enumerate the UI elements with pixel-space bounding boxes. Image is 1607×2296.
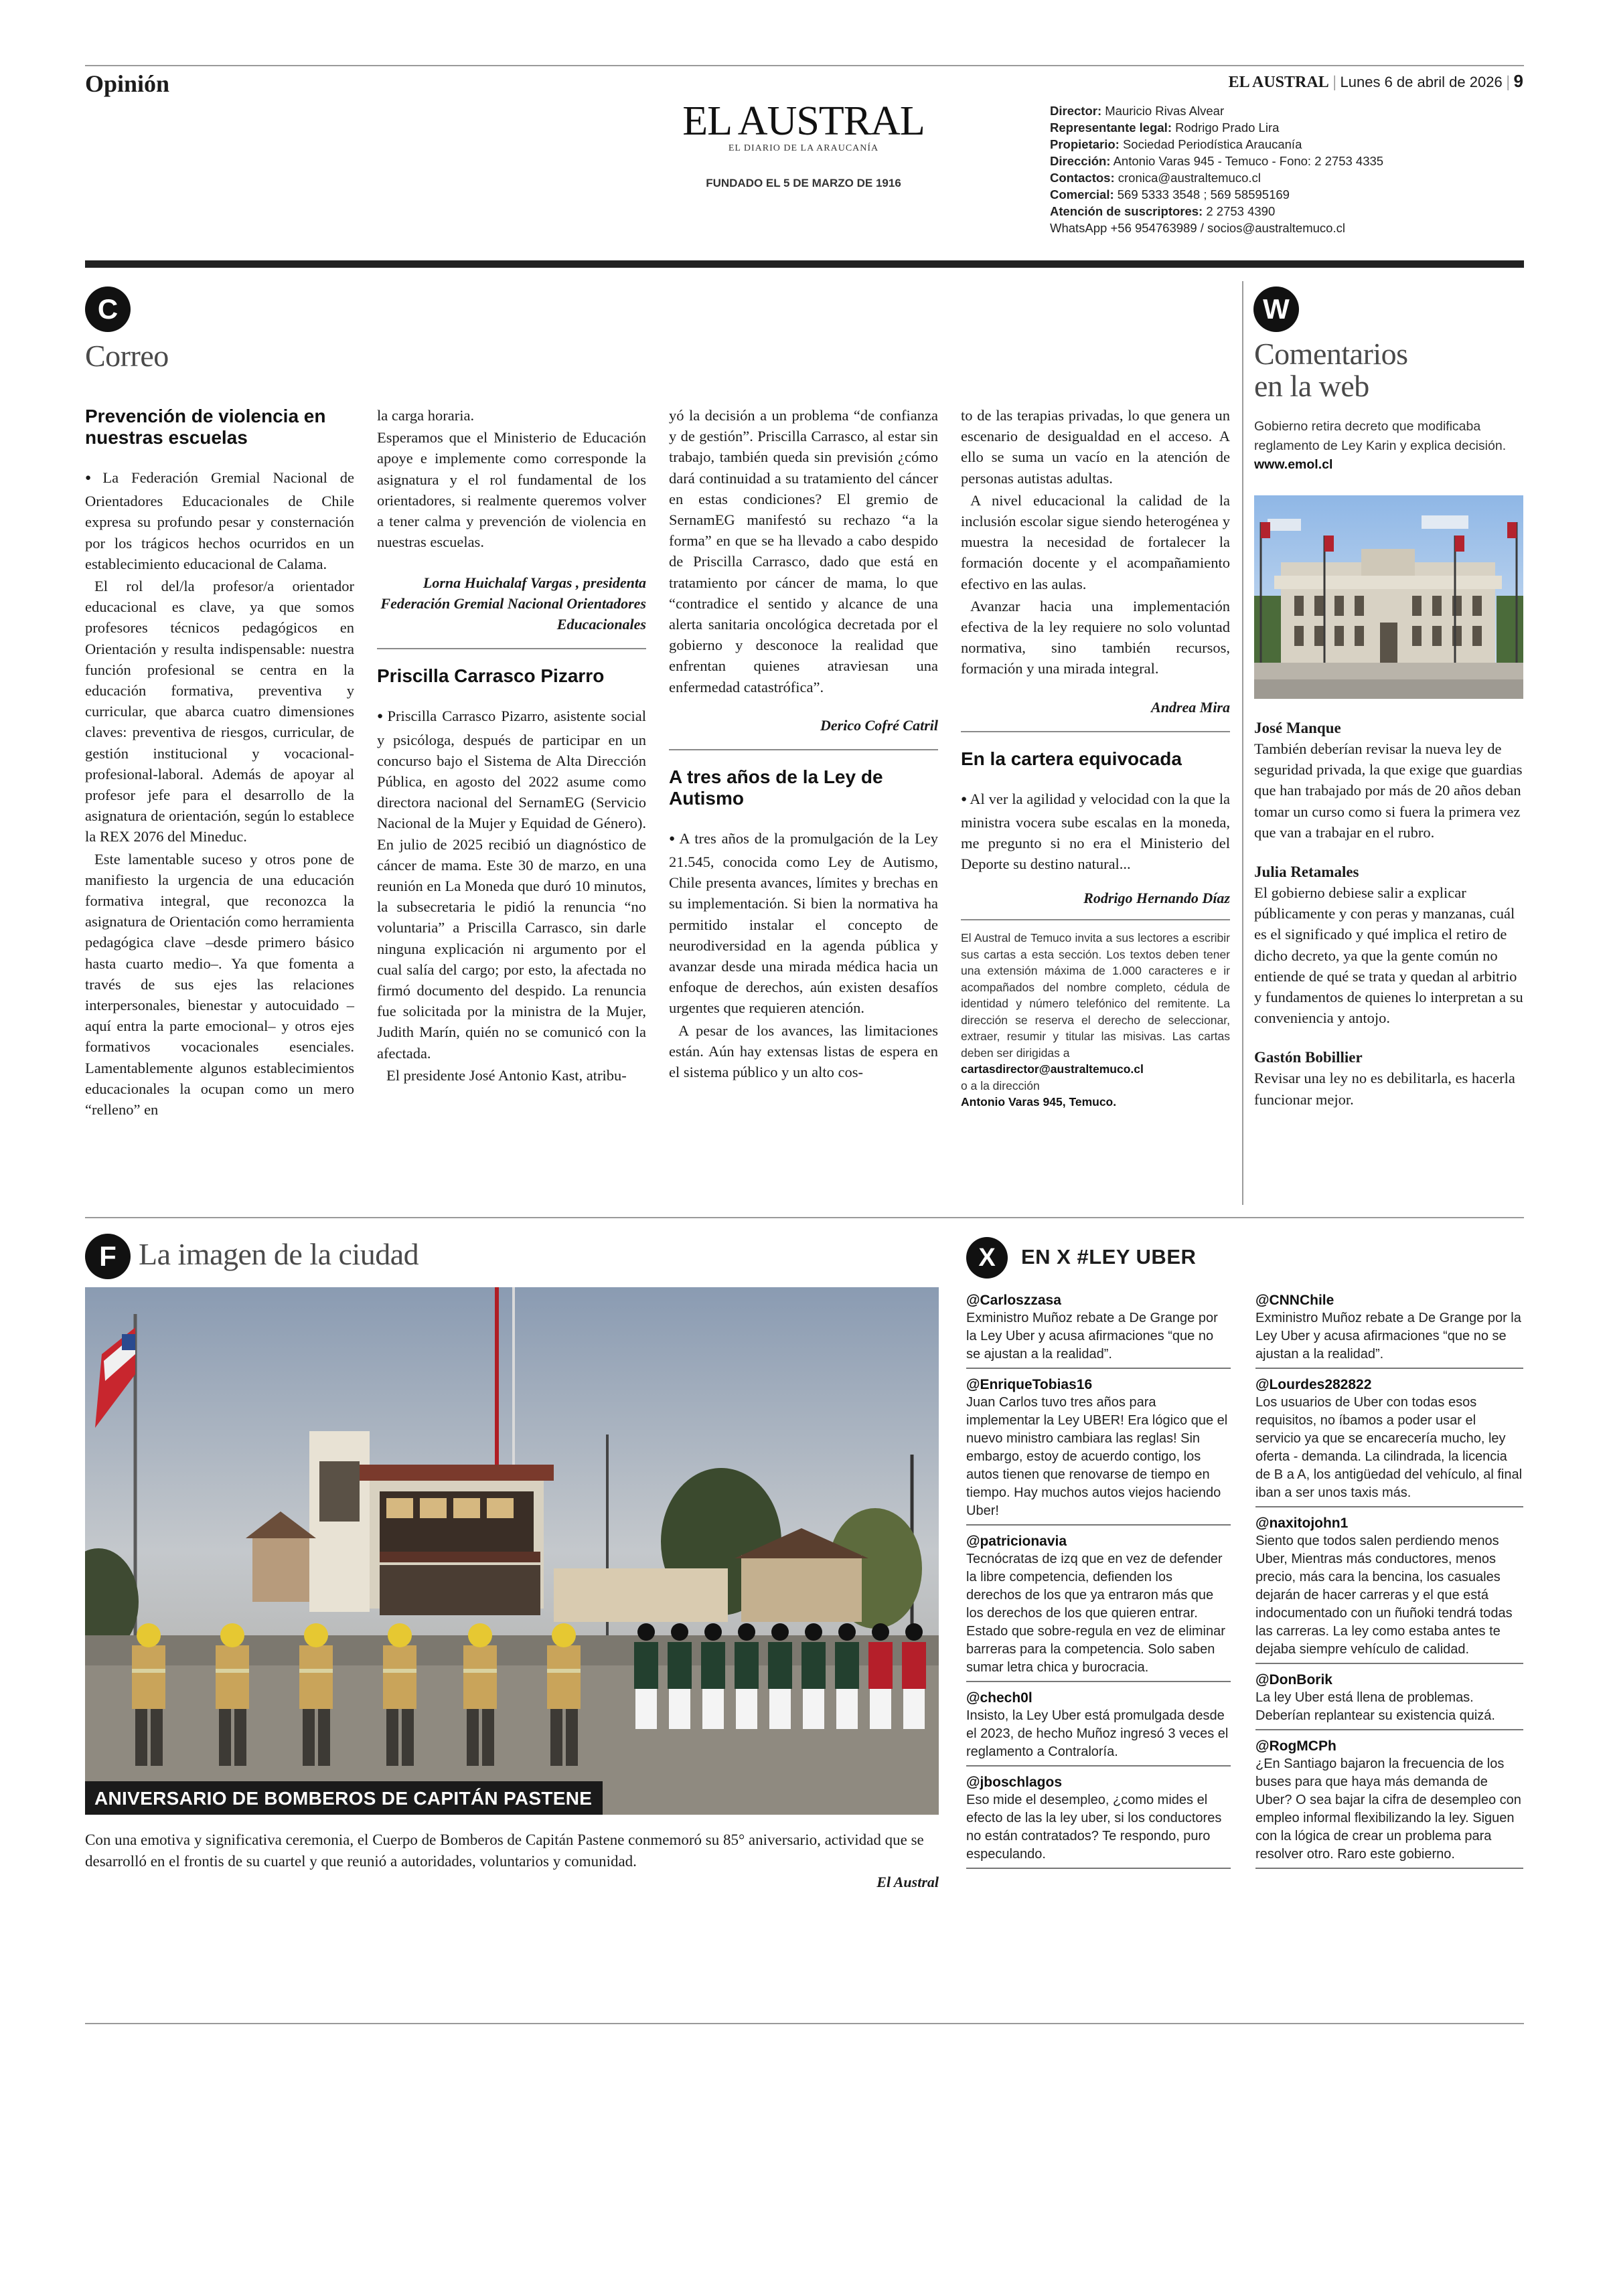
letter-divider (669, 749, 938, 750)
web-badge: W (1253, 286, 1299, 332)
letter-headline: A tres años de la Ley de Autismo (669, 766, 883, 809)
letter-paragraph: El rol del/la profesor/a orientador educacional es clave, ya que somos profesores técnicos pedagógicos en Orientación y resulta indispensable: nuestra función profesional se centra en la educación formativa, preventiva y curricular, que abarca cuatro dimensiones claves: preventiva de riesgos, curricular, de gestión institucional y vocacional-profesional-laboral. Además de apoyar al profesor jefe para el desarrollo de la asignatura de orientación, según lo establece la REX 2076 del Mineduc. (85, 578, 354, 845)
notice-address: Antonio Varas 945, Temuco. (961, 1095, 1117, 1109)
web-intro (1254, 417, 1523, 475)
bottom-rule (85, 2023, 1524, 2024)
tweet-text: ¿En Santiago bajaron la frecuencia de los buses para que haya más demanda de Uber? O sea bajar la cifra de desempleo con empleo informal flexibilizando la ley. Siguen con la lógica de crear un problema para resolver otro. Raro este gobierno. (1255, 1756, 1521, 1862)
tweet-user[interactable]: @Carloszzasa (966, 1293, 1061, 1308)
top-rule (85, 65, 1524, 66)
column-separator (1242, 281, 1243, 1205)
section-rule (85, 1217, 1524, 1218)
x-column-left (966, 1289, 1231, 1873)
ciudad-title: La imagen de la ciudad (139, 1237, 419, 1271)
photo-label: ANIVERSARIO DE BOMBEROS DE CAPITÁN PASTENE (85, 1781, 603, 1815)
firefighters-photo (85, 1287, 939, 1815)
web-comments (1254, 718, 1523, 1111)
comment-text: También deberían revisar la nueva ley de seguridad privada, la que exige que guardias que han trabajado por más de 20 años deban tomar un curso como si fuera la primera vez que van a trabajar en el rubro. (1254, 740, 1523, 841)
tweet-user[interactable]: @chech0l (966, 1690, 1032, 1706)
folio: EL AUSTRAL | Lunes 6 de abril de 2026 | 9 (1228, 71, 1523, 91)
letter-signature: Lorna Huichalaf Vargas , presidenta Federación Gremial Nacional Orientadores Educacionales (380, 574, 646, 633)
letter-paragraph: Avanzar hacia una implementación efectiva de la ley requiere no solo voluntad normativa, sino también recursos, formación y una mirada integral. (961, 597, 1230, 677)
comment-author: Julia Retamales (1254, 864, 1359, 881)
masthead-staff (1050, 102, 1383, 236)
logo-subtitle: EL DIARIO DE LA ARAUCANÍA (728, 143, 879, 153)
letters-notice (961, 930, 1230, 1111)
comment-author: Gastón Bobillier (1254, 1049, 1363, 1066)
notice-mid: o a la dirección (961, 1078, 1040, 1092)
letter-headline: Prevención de violencia en nuestras escuelas (85, 406, 326, 448)
folio-paper-name: EL AUSTRAL (1228, 74, 1329, 91)
tweet (1255, 1734, 1523, 1869)
tweet-user[interactable]: @EnriqueTobias16 (966, 1377, 1093, 1392)
letter-paragraph: A pesar de los avances, las limitaciones están. Aún hay extensas listas de espera en el sistema público y un alto cos- (669, 1021, 938, 1081)
tweet-user[interactable]: @naxitojohn1 (1255, 1515, 1349, 1531)
tweet-user[interactable]: @jboschlagos (966, 1775, 1063, 1790)
tweet-user[interactable]: @RogMCPh (1255, 1738, 1336, 1754)
tweet-text: Siento que todos salen perdiendo menos Uber, Mientras más conductores, menos precio, más cara la bencina, los casuales dejarán de hacer carreras y el que está indocumentado con un ñuñoki tendrá todas las carreras. La ley como estaba antes te dejaba siempre vehículo de calidad. (1255, 1534, 1513, 1657)
tweet-text: Exministro Muñoz rebate a De Grange por la Ley Uber y acusa afirmaciones “que no se ajustan a la realidad”. (1255, 1311, 1521, 1362)
comment-text: El gobierno debiese salir a explicar públicamente y con peras y manzanas, cuál es el significado y qué implica el retiro de dicho decreto, ya que la gente común no entiende de qué se trata y quedan al arbitrio y fundamentos de quienes lo interpretan a su conveniencia y antojo. (1254, 884, 1523, 1027)
la-moneda-photo (1254, 495, 1523, 699)
tweet (1255, 1511, 1523, 1664)
tweet-text: Los usuarios de Uber con todas esos requisitos, no íbamos a poder usar el servicio ya que se encarecería mucho, ley oferta - demanda. La cilindrada, la licencia de B a A, los antigüedad del vehículo, al final iban a ser unos taxis más. (1255, 1395, 1523, 1500)
letter-paragraph: to de las terapias privadas, lo que genera un escenario de desigualdad en el acceso. A ello se suma un vacío en la atención de personas autistas adultas. (961, 407, 1230, 487)
tweet (1255, 1289, 1523, 1369)
tweet (966, 1530, 1231, 1682)
letter-paragraph: ● La Federación Gremial Nacional de Orientadores Educacionales de Chile expresa su profundo pesar y consternación por los trágicos hechos ocurridos en un establecimiento educacional de Calama. (85, 467, 354, 574)
letter-headline: En la cartera equivocada (961, 748, 1182, 769)
staff-line: Comercial: 569 5333 3548 ; 569 58595169 (1050, 187, 1290, 201)
letter-paragraph: Esperamos que el Ministerio de Educación apoye e implemente como corresponde la asignatura y el rol fundamental de los orientadores, si realmente queremos volver a tener calma y prevención de violencia en nuestras escuelas. (377, 429, 646, 551)
tweet-user[interactable]: @Lourdes282822 (1255, 1377, 1372, 1392)
letter-signature: Derico Cofré Catril (820, 716, 938, 734)
photo-caption: Con una emotiva y significativa ceremonia, el Cuerpo de Bomberos de Capitán Pastene conmemoró su 85° aniversario, actividad que se desarrolló en el frontis de su cuartel y que reunió a autoridades, voluntarios y comunidad. (85, 1831, 924, 1870)
web-intro-link[interactable]: www.emol.cl (1254, 457, 1333, 472)
x-column-right (1255, 1289, 1523, 1873)
correo-badge: C (85, 286, 131, 332)
staff-line: Representante legal: Rodrigo Prado Lira (1050, 120, 1280, 135)
correo-title: Correo (85, 339, 169, 373)
letter-signature: Rodrigo Hernando Díaz (1083, 890, 1230, 907)
letter-column-3 (669, 405, 938, 1084)
letter-signature: Andrea Mira (1151, 698, 1230, 716)
staff-line: Contactos: cronica@australtemuco.cl (1050, 171, 1261, 185)
logo-title: EL AUSTRAL (682, 98, 925, 144)
notice-text: El Austral de Temuco invita a sus lectores a escribir sus cartas a esta sección. Los textos deben tener una extensión máxima de 1.000 caracteres e ir acompañados del nombre completo, cédula de identidad y número telefónico del remitente. La dirección se reserva el derecho de seleccionar, extraer, resumir y titular las misivas. Las cartas deben ser dirigidas a (961, 931, 1230, 1060)
letter-paragraph: la carga horaria. (377, 407, 475, 424)
tweet (966, 1686, 1231, 1767)
letter-headline: Priscilla Carrasco Pizarro (377, 665, 605, 687)
tweet (966, 1771, 1231, 1869)
staff-line: WhatsApp +56 954763989 / socios@australtemuco.cl (1050, 221, 1345, 235)
letter-divider (377, 648, 646, 649)
tweet (1255, 1668, 1523, 1730)
tweet (1255, 1373, 1523, 1507)
web-intro-text: Gobierno retira decreto que modificaba reglamento de Ley Karin y explica decisión. (1254, 419, 1507, 453)
tweet-text: Insisto, la Ley Uber está promulgada desde el 2023, de hecho Muñoz ingresó 3 veces el reglamento a Contraloría. (966, 1708, 1229, 1759)
masthead-thick-rule (85, 260, 1524, 268)
letter-column-1 (85, 402, 354, 1121)
tweet-text: La ley Uber está llena de problemas. Deberían replantear su existencia quizá. (1255, 1690, 1495, 1723)
tweet-user[interactable]: @patricionavia (966, 1534, 1067, 1549)
letter-paragraph: ● Priscilla Carrasco Pizarro, asistente social y psicóloga, después de participar en un concurso bajo el Sistema de Alta Dirección Pública, en agosto del 2022 asume como directora nacional del SernamEG (Servicio Nacional de la Mujer y Equidad de Género). En julio de 2025 recibió un diagnóstico de cáncer de mama. Este 30 de marzo, en una reunión en La Moneda que duró 10 minutos, la subsecretaria le pidió la renuncia “no voluntaria” a Priscilla Carrasco, sin darle ninguna explicación ni argumento por el cual salía del cargo; por esto, la afectada no firmó documento del despido. La renuncia fue solicitada por la ministra de la Mujer, Judith Marín, quién no se comunicó con la afectada. (377, 706, 646, 1063)
page-number: 9 (1513, 71, 1523, 91)
ciudad-badge: F (85, 1234, 131, 1279)
tweet-text: Juan Carlos tuvo tres años para implementar la Ley UBER! Era lógico que el nuevo ministro cambiara las reglas! Sin embargo, estoy de acuerdo contigo, los autos tienen que renovarse de tiempo en tiempo. Hay muchos autos viejos haciendo Uber! (966, 1395, 1228, 1518)
letter-divider (961, 731, 1230, 732)
comment-author: José Manque (1254, 720, 1341, 736)
letter-paragraph: ● Al ver la agilidad y velocidad con la que la ministra vocera sube escalas en la moneda, me pregunto si no era el Ministerio del Deporte su destino natural... (961, 789, 1230, 875)
letter-paragraph: Este lamentable suceso y otros pone de manifiesto la urgencia de una educación formativa integral, que reconozca la asignatura de Orientación como herramienta pedagógica clave –desde primero básico hasta cuarto medio–. Ya que fomenta a través de sus ejes las relaciones interpersonales, bienestar y autocuidado –aquí entra la parte emocional– y otros ejes formativos vocacionales esenciales. Lamentablemente algunos establecimientos educacionales la ocupan como un mero “relleno” en (85, 850, 354, 1119)
letter-column-2 (377, 405, 646, 1087)
web-title-line: en la web (1254, 369, 1369, 403)
letter-divider (961, 919, 1230, 920)
founded-line: FUNDADO EL 5 DE MARZO DE 1916 (706, 177, 901, 189)
staff-line: Dirección: Antonio Varas 945 - Temuco - Fono: 2 2753 4335 (1050, 154, 1384, 168)
comment-text: Revisar una ley no es debilitarla, es hacerla funcionar mejor. (1254, 1070, 1515, 1108)
tweet-text: Eso mide el desempleo, ¿como mides el efecto de las la ley uber, si los conductores no están contratados? Te respondo, puro especulando. (966, 1793, 1222, 1862)
section-label: Opinión (85, 70, 170, 97)
notice-email[interactable]: cartasdirector@australtemuco.cl (961, 1062, 1144, 1076)
letter-paragraph: A nivel educacional la calidad de la inclusión escolar sigue siendo heterogénea y muestra la necesidad de fortalecer la formación docente y el acompañamiento efectivo en las aulas. (961, 491, 1230, 592)
web-title (1254, 338, 1408, 402)
staff-line: Director: Mauricio Rivas Alvear (1050, 104, 1225, 118)
tweet-user[interactable]: @CNNChile (1255, 1293, 1334, 1308)
staff-line: Propietario: Sociedad Periodística Araucanía (1050, 137, 1302, 151)
masthead-logo (676, 100, 931, 190)
tweet-user[interactable]: @DonBorik (1255, 1672, 1332, 1688)
photo-credit: El Austral (876, 1874, 939, 1890)
tweet-text: Exministro Muñoz rebate a De Grange por la Ley Uber y acusa afirmaciones “que no se ajustan a la realidad”. (966, 1311, 1218, 1362)
web-title-line: Comentarios (1254, 337, 1408, 371)
letter-paragraph: ● A tres años de la promulgación de la Ley 21.545, conocida como Ley de Autismo, Chile presenta avances, límites y brechas en su implementación. Si bien la normativa ha permitido instalar el concepto de neurodiversidad en la agenda pública y avanzar desde una mirada médica hacia un enfoque de derechos, aún existen desafíos urgentes que requieren atención. (669, 828, 938, 1019)
tweet (966, 1289, 1231, 1369)
letter-paragraph: El presidente José Antonio Kast, atribu- (386, 1066, 627, 1084)
letter-column-4 (961, 405, 1230, 1111)
tweet-text: Tecnócratas de izq que en vez de defender la libre competencia, defienden los derechos de los que ya entraron más que los derechos de los que quieren entrar. Estado que sobre-regula en vez de eliminar barreras para la competencia. Solo saben sumar letra chica y burocracia. (966, 1552, 1225, 1675)
x-title: EN X #LEY UBER (1021, 1245, 1197, 1268)
letter-paragraph: yó la decisión a un problema “de confianza y de gestión”. Priscilla Carrasco, al estar sin trabajo, también queda sin previsión ¿cómo dará continuidad a su tratamiento del cáncer en estas condiciones? El gremio de SernamEG manifestó su rechazo “a la forma” en que se ha llevado a cabo despido de Priscilla Carrasco, dado que está en tratamiento por cáncer de mama, lo que “contradice el sentido y alcance de una alerta sanitaria oncológica decretada por el gobierno y desconoce la realidad que enfrentan quienes atraviesan una enfermedad catastrófica”. (669, 407, 938, 695)
tweet (966, 1373, 1231, 1526)
staff-line: Atención de suscriptores: 2 2753 4390 (1050, 204, 1276, 218)
x-badge: X (966, 1237, 1008, 1279)
folio-date: Lunes 6 de abril de 2026 (1340, 74, 1503, 90)
